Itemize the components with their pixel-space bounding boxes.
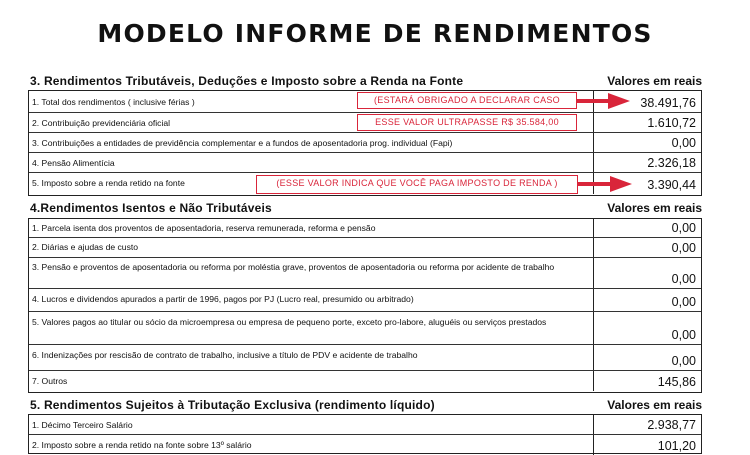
- section-3-values-header: Valores em reais: [607, 74, 702, 88]
- row-value: 145,86: [657, 375, 696, 389]
- section-3-title: 3. Rendimentos Tributáveis, Deduções e Imposto sobre a Renda na Fonte: [30, 74, 464, 88]
- table-row: [29, 312, 701, 345]
- row-value: 101,20: [657, 439, 696, 453]
- row-value: 0,00: [671, 295, 696, 309]
- section-4-table: [28, 218, 702, 393]
- table-row: [29, 345, 701, 371]
- row-value: 0,00: [671, 221, 696, 235]
- annotation-text: ESSE VALOR ULTRAPASSE R$ 35.584,00: [375, 117, 559, 127]
- annotation-note-threshold: [357, 114, 577, 131]
- row-value: 0,00: [671, 136, 696, 150]
- section-4-header: [28, 199, 702, 217]
- page-title: MODELO INFORME DE RENDIMENTOS: [97, 19, 653, 48]
- row-value: 38.491,76: [640, 96, 696, 110]
- row-label: 3. Pensão e proventos de aposentadoria ou reforma por moléstia grave, proventos de aposentadoria ou reforma por acidente de trabalho: [32, 262, 555, 272]
- row-label: 1. Parcela isenta dos proventos de aposentadoria, reserva remunerada, reforma e pensão: [32, 223, 376, 233]
- row-value-cell: [593, 371, 701, 391]
- row-label: 2. Imposto sobre a renda retido na fonte sobre 13º salário: [32, 440, 252, 450]
- row-label: 5. Imposto sobre a renda retido na fonte: [32, 178, 185, 188]
- row-label: 4. Pensão Alimentícia: [32, 158, 115, 168]
- row-value: 0,00: [671, 241, 696, 255]
- row-label: 7. Outros: [32, 376, 68, 386]
- row-value: 1.610,72: [647, 116, 696, 130]
- row-label: 2. Diárias e ajudas de custo: [32, 242, 139, 252]
- annotation-note-obligation: [357, 92, 577, 109]
- row-label: 1. Total dos rendimentos ( inclusive férias ): [32, 97, 195, 107]
- row-value-cell: [593, 345, 701, 370]
- row-label: 3. Contribuições a entidades de previdência complementar e a fundos de aposentadoria prog. individual (Fapi): [32, 138, 453, 148]
- row-value: 0,00: [671, 272, 696, 286]
- row-value-cell: [593, 312, 701, 344]
- row-value-cell: [593, 133, 701, 152]
- row-value-cell: [593, 113, 701, 132]
- row-label: 5. Valores pagos ao titular ou sócio da microempresa ou empresa de pequeno porte, exceto pro-labore, aluguéis ou serviços prestados: [32, 317, 547, 327]
- section-3-header: [28, 72, 702, 90]
- section-5-header: [28, 396, 702, 414]
- row-label: 2. Contribuição previdenciária oficial: [32, 118, 171, 128]
- row-value-cell: [593, 415, 701, 434]
- row-value: 3.390,44: [647, 178, 696, 192]
- table-row: [29, 219, 701, 238]
- row-value-cell: [593, 91, 701, 112]
- section-4-title: 4.Rendimentos Isentos e Não Tributáveis: [30, 201, 272, 215]
- row-value-cell: [593, 435, 701, 455]
- table-row: [29, 153, 701, 173]
- table-row: [29, 258, 701, 289]
- table-row: [29, 289, 701, 312]
- annotation-text: (ESTARÁ OBRIGADO A DECLARAR CASO: [374, 95, 560, 105]
- annotation-text: (ESSE VALOR INDICA QUE VOCÊ PAGA IMPOSTO DE RENDA ): [276, 178, 558, 188]
- section-5-table: [28, 414, 702, 454]
- table-row: [29, 238, 701, 258]
- table-row: [29, 371, 701, 391]
- row-label: 4. Lucros e dividendos apurados a partir de 1996, pagos por PJ (Lucro real, presumido ou arbitrado): [32, 294, 414, 304]
- row-value: 2.326,18: [647, 156, 696, 170]
- section-4-values-header: Valores em reais: [607, 201, 702, 215]
- annotation-note-tax: [256, 175, 578, 194]
- row-value-cell: [593, 173, 701, 194]
- row-value: 0,00: [671, 354, 696, 368]
- row-value-cell: [593, 258, 701, 288]
- table-row: [29, 415, 701, 435]
- row-value-cell: [593, 238, 701, 257]
- table-row: [29, 133, 701, 153]
- section-5-title: 5. Rendimentos Sujeitos à Tributação Exclusiva (rendimento líquido): [30, 398, 435, 412]
- row-value-cell: [593, 289, 701, 311]
- table-row: [29, 435, 701, 455]
- row-value-cell: [593, 219, 701, 237]
- row-value: 0,00: [671, 328, 696, 342]
- row-label: 6. Indenizações por rescisão de contrato de trabalho, inclusive a título de PDV e acidente de trabalho: [32, 350, 418, 360]
- section-5-values-header: Valores em reais: [607, 398, 702, 412]
- row-value: 2.938,77: [647, 418, 696, 432]
- row-value-cell: [593, 153, 701, 172]
- row-label: 1. Décimo Terceiro Salário: [32, 420, 133, 430]
